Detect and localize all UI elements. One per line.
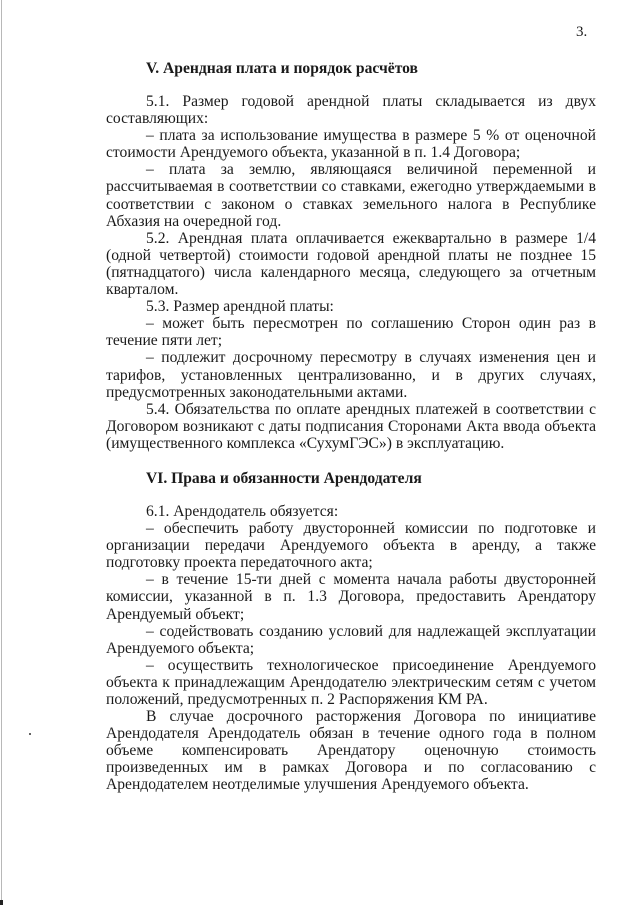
clause-6-1-item-2: – в течение 15-ти дней с момента начала работы двусторонней комиссии, указанной в п. 1.3 Договора, предоставить Арендатору Арендуемый объект; [106, 571, 596, 623]
clause-5-3-item-2: – подлежит досрочному пересмотру в случаях изменения цен и тарифов, установленных централизованно, и в других случаях, предусмотренных законодательными актами. [106, 349, 596, 401]
scan-mark [0, 900, 3, 905]
clause-5-1-item-1: – плата за использование имущества в размере 5 % от оценочной стоимости Арендуемого объекта, указанной в п. 1.4 Договора; [106, 127, 596, 162]
section-5-heading: V. Арендная плата и порядок расчётов [146, 60, 418, 77]
clause-5-1: 5.1. Размер годовой арендной платы складывается из двух составляющих: [106, 93, 596, 128]
clause-5-2: 5.2. Арендная плата оплачивается ежеквартально в размере 1/4 (одной четвертой) стоимости годовой арендной платы не позднее 15 (пятнадцатого) числа календарного месяца, следующего за отчетным кварталом. [106, 229, 596, 299]
clause-6-1-item-4: – осуществить технологическое присоединение Арендуемого объекта к принадлежащим Арендодателю электрическим сетям с учетом положений, предусмотренных п. 2 Распоряжения КМ РА. [106, 656, 596, 708]
clause-6-1-item-3: – содействовать созданию условий для надлежащей эксплуатации Арендуемого объекта; [106, 622, 596, 657]
page-number: 3. [576, 24, 588, 40]
clause-5-1-item-2: – плата за землю, являющаяся величиной переменной и рассчитываемая в соответствии со ставками, ежегодно утверждаемыми в соответствии с законом о ставках земельного налога в Республике Абхазия на очередной год. [106, 161, 596, 230]
clause-6-1: 6.1. Арендодатель обязуется: [146, 502, 339, 520]
clause-6-1-item-1: – обеспечить работу двусторонней комиссии по подготовке и организации передачи Арендуемого объекта в аренду, а также подготовку проекта передаточного акта; [106, 520, 596, 572]
document-body [106, 60, 596, 794]
scan-edge-line [1, 0, 2, 905]
clause-5-3: 5.3. Размер арендной платы: [146, 298, 334, 316]
scan-speck [29, 733, 31, 735]
clause-5-4: 5.4. Обязательства по оплате арендных платежей в соответствии с Договором возникают с даты подписания Сторонами Акта ввода объекта (имущественного комплекса «СухумГЭС») в эксплуатацию. [106, 400, 596, 452]
section-6-heading: VI. Права и обязанности Арендодателя [146, 469, 422, 487]
termination-clause: В случае досрочного расторжения Договора по инициативе Арендодателя Арендодатель обязан в течение одного года в полном объеме компенсировать Арендатору оценочную стоимость произведенных им в рамках Договора и по согласованию с Арендодателем неотделимые улучшения Арендуемого объекта. [106, 708, 596, 794]
clause-5-3-item-1: – может быть пересмотрен по соглашению Сторон один раз в течение пяти лет; [106, 315, 596, 350]
